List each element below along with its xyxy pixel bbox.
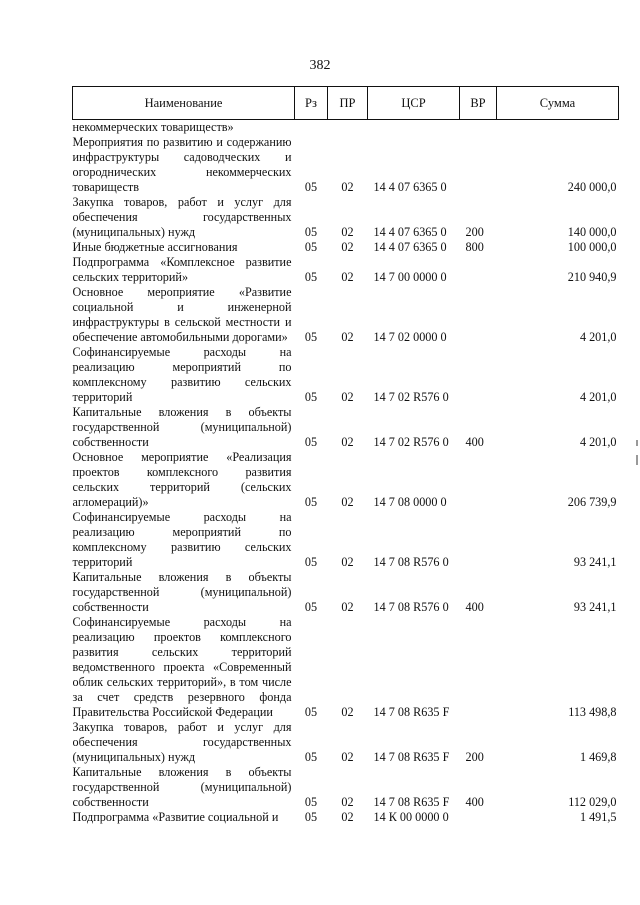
cell-vr: 200 [465,225,484,239]
table-row [73,135,619,195]
cell-vr [460,345,497,405]
cell-rz: 05 [304,330,318,344]
cell-csr: 14 7 00 0000 0 [373,270,447,284]
cell-rz: 05 [304,795,318,809]
cell-vr [460,510,497,570]
table-row [73,345,619,405]
cell-vr [460,615,497,720]
cell-name: Капитальные вложения в объекты государственной (муниципальной) собственности [72,405,292,449]
cell-name: Капитальные вложения в объекты государственной (муниципальной) собственности [72,765,292,809]
cell-csr: 14 7 08 R635 F [373,705,450,719]
header-name: Наименование [73,87,295,120]
cell-csr: 14 7 08 R635 F [373,750,450,764]
cell-pr: 02 [341,810,354,824]
cell-pr: 02 [341,330,354,344]
cell-pr: 02 [341,240,354,254]
cell-pr: 02 [341,180,354,194]
cell-sum: 4 201,0 [579,330,617,344]
cell-sum: 113 498,8 [568,705,617,719]
cell-rz: 05 [304,225,318,239]
table-row [73,570,619,615]
table-header-row [73,87,619,120]
cell-pr: 02 [341,435,354,449]
cell-pr: 02 [341,225,354,239]
cell-name: Закупка товаров, работ и услуг для обеспечения государственных (муниципальных) нужд [72,720,292,764]
table-row [73,120,619,136]
cell-sum: 140 000,0 [567,225,617,239]
table-row [73,450,619,510]
cell-pr: 02 [341,705,354,719]
cell-sum: 4 201,0 [579,435,617,449]
cell-sum: 210 940,9 [567,270,617,284]
cell-name: Иные бюджетные ассигнования [72,240,238,254]
page-number: 382 [309,58,331,73]
budget-table [72,86,619,825]
header-sum: Сумма [497,87,619,120]
cell-rz: 05 [304,750,318,764]
cell-vr: 200 [465,750,484,764]
cell-vr [460,285,497,345]
cell-csr: 14 7 08 R576 0 [373,555,449,569]
cell-sum: 1 491,5 [579,810,617,824]
cell-sum: 112 029,0 [568,795,617,809]
cell-csr: 14 7 08 R576 0 [373,600,449,614]
cell-sum: 100 000,0 [567,240,617,254]
cell-csr [368,120,460,136]
cell-rz: 05 [304,270,318,284]
table-row [73,240,619,255]
cell-vr: 400 [465,795,484,809]
header-pr: ПР [328,87,368,120]
table-row [73,195,619,240]
cell-name: Софинансируемые расходы на реализацию мероприятий по комплексному развитию сельских территорий [72,510,292,569]
cell-rz [295,120,328,136]
cell-rz: 05 [304,555,318,569]
table-row [73,720,619,765]
cell-csr: 14 7 02 0000 0 [373,330,447,344]
cell-name: Капитальные вложения в объекты государственной (муниципальной) собственности [72,570,292,614]
cell-sum: 93 241,1 [573,555,617,569]
cell-csr: 14 4 07 6365 0 [373,240,447,254]
table-row [73,615,619,720]
cell-rz: 05 [304,600,318,614]
cell-rz: 05 [304,495,318,509]
cell-name: Мероприятия по развитию и содержанию инфраструктуры садоводческих и огороднических некоммерческих товариществ [72,135,292,194]
cell-pr: 02 [341,555,354,569]
cell-name: Софинансируемые расходы на реализацию проектов комплексного развития сельских территорий ведомственного проекта «Современный облик сельских территорий», в том числе за счет средств резервного фонда Правительства Российской Федерации [72,615,292,719]
cell-rz: 05 [304,705,318,719]
cell-rz: 05 [304,810,318,824]
cell-pr: 02 [341,495,354,509]
scan-margin-mark [636,455,638,465]
table-row [73,405,619,450]
cell-vr [460,135,497,195]
cell-vr [460,810,497,825]
cell-sum [497,120,619,136]
cell-csr: 14 7 08 R635 F [373,795,450,809]
cell-sum: 1 469,8 [579,750,617,764]
cell-csr: 14 7 02 R576 0 [373,435,449,449]
cell-csr: 14 7 02 R576 0 [373,390,449,404]
cell-name: Основное мероприятие «Развитие социальной и инженерной инфраструктуры в сельской местности и обеспечение автомобильными дорогами» [72,285,292,344]
cell-name: Основное мероприятие «Реализация проектов комплексного развития сельских территорий (сельских агломераций)» [72,450,292,509]
cell-name: Подпрограмма «Развитие социальной и [72,810,279,824]
cell-csr: 14 4 07 6365 0 [373,180,447,194]
cell-vr [460,450,497,510]
cell-pr: 02 [341,600,354,614]
cell-name: Подпрограмма «Комплексное развитие сельских территорий» [72,255,292,284]
cell-csr: 14 4 07 6365 0 [373,225,447,239]
cell-pr: 02 [341,795,354,809]
cell-vr: 400 [465,435,484,449]
cell-sum: 206 739,9 [567,495,617,509]
cell-rz: 05 [304,390,318,404]
cell-name: Софинансируемые расходы на реализацию мероприятий по комплексному развитию сельских территорий [72,345,292,404]
cell-name: Закупка товаров, работ и услуг для обеспечения государственных (муниципальных) нужд [72,195,292,239]
table-row [73,810,619,825]
cell-csr: 14 К 00 0000 0 [373,810,449,824]
cell-rz: 05 [304,435,318,449]
table-row [73,510,619,570]
cell-pr: 02 [341,390,354,404]
cell-vr [460,120,497,136]
cell-rz: 05 [304,240,318,254]
cell-sum: 4 201,0 [579,390,617,404]
header-csr: ЦСР [368,87,460,120]
cell-vr: 400 [465,600,484,614]
cell-vr [460,255,497,285]
cell-pr: 02 [341,750,354,764]
cell-rz: 05 [304,180,318,194]
cell-csr: 14 7 08 0000 0 [373,495,447,509]
cell-pr [328,120,368,136]
header-rz: Рз [295,87,328,120]
table-row [73,255,619,285]
cell-pr: 02 [341,270,354,284]
scan-margin-mark [636,440,638,446]
header-vr: ВР [460,87,497,120]
cell-sum: 93 241,1 [573,600,617,614]
cell-sum: 240 000,0 [567,180,617,194]
table-row [73,765,619,810]
cell-vr: 800 [465,240,484,254]
table-row [73,285,619,345]
cell-name: некоммерческих товариществ» [72,120,234,134]
